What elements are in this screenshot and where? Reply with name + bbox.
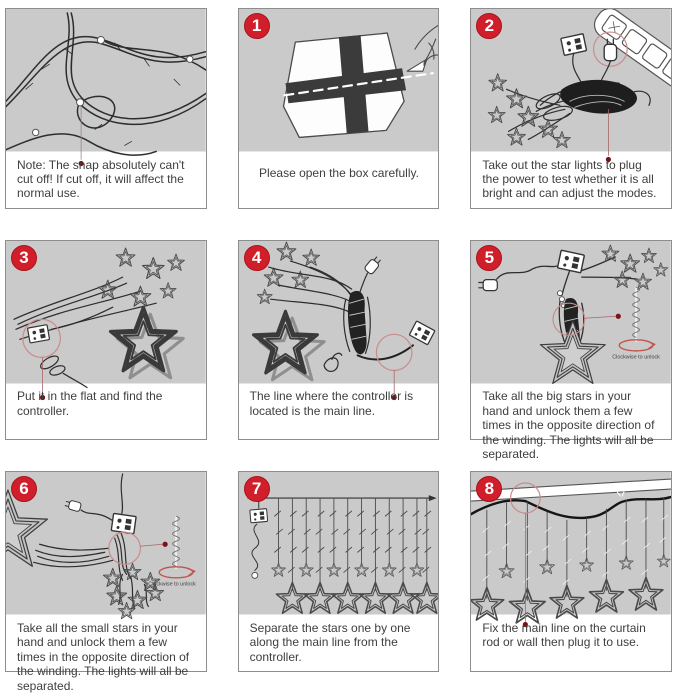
step-caption: Take out the star lights to plug the power to test whether it is all bright and can adjust the modes. xyxy=(482,157,657,201)
red-marker-dot xyxy=(616,313,621,318)
step-number: 4 xyxy=(251,247,262,267)
step-number: 6 xyxy=(19,479,29,499)
plug-tip-icon xyxy=(252,573,258,579)
step-badge xyxy=(476,245,502,271)
step-caption: Take all the small stars in your hand and unlock them a few times in the opposite direction of the winding. The lights will all be separated. xyxy=(17,621,190,693)
unlock-annotation: Clockwise to unlock xyxy=(612,354,661,361)
controller-icon xyxy=(561,34,587,56)
panel-step-4 xyxy=(238,240,440,441)
unlock-annotation: Clockwise to unlock xyxy=(148,581,196,588)
step-number: 2 xyxy=(484,16,495,35)
step-badge xyxy=(244,476,270,502)
step-caption: Take all the big stars in your hand and unlock them a few times in the opposite direction of the winding. The lights will all be separated. xyxy=(482,389,655,461)
red-marker-dot xyxy=(163,542,168,547)
panel-step-3 xyxy=(5,240,207,441)
step-number: 8 xyxy=(484,479,495,499)
controller-icon xyxy=(28,324,50,342)
panel-step-2 xyxy=(470,8,672,209)
step-number: 3 xyxy=(19,247,29,267)
step-number: 5 xyxy=(484,247,495,267)
panel-step-6 xyxy=(5,471,207,693)
controller-icon xyxy=(249,509,267,523)
step-badge xyxy=(11,245,37,271)
step-caption: The line where the controller is located is the main line. xyxy=(249,389,414,418)
panel-step-8 xyxy=(470,471,672,672)
step-caption: Fix the main line on the curtain rod or wall then plug it to use. xyxy=(482,621,646,650)
step-number: 1 xyxy=(251,16,262,35)
note-caption: Note: The snap absolutely can't cut off! If cut off, it will affect the normal use. xyxy=(17,157,185,201)
step-number: 7 xyxy=(251,479,262,499)
step-caption: Please open the box carefully. xyxy=(259,165,419,180)
step-badge xyxy=(244,245,270,271)
step-badge xyxy=(244,13,270,39)
panel-note xyxy=(5,8,207,209)
step-caption: Put it in the flat and find the controller. xyxy=(17,389,163,418)
panel-step-5 xyxy=(470,240,672,461)
panel-step-7 xyxy=(238,471,440,672)
panel-step-1 xyxy=(238,8,440,209)
step-caption: Separate the stars one by one along the main line from the controller. xyxy=(249,621,411,664)
controller-icon xyxy=(111,514,136,534)
controller-icon xyxy=(558,250,585,273)
